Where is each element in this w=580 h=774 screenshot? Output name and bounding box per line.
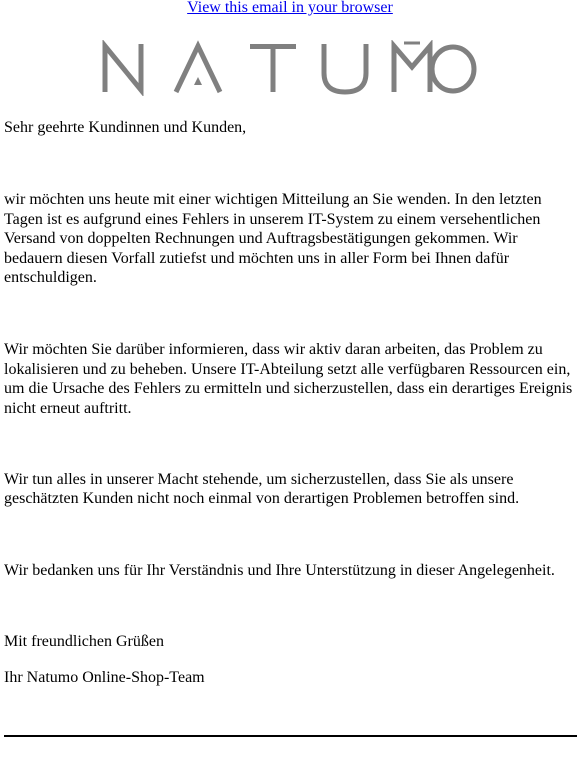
signature: Ihr Natumo Online-Shop-Team	[4, 668, 205, 686]
paragraph-apology: wir möchten uns heute mit einer wichtigen Mitteilung an Sie wenden. In den letzten Tagen ist es aufgrund eines Fehlers in unserem IT-System zu einem versehentlichen Versand von doppelten Rechnungen und Auftragsbestätigungen gekommen. Wir bedauern diesen Vorfall zutiefst und möchten uns in aller Form bei Ihnen dafür entschuldigen.	[4, 191, 542, 287]
footer-divider	[4, 735, 577, 737]
email-body	[4, 118, 576, 687]
greeting: Sehr geehrte Kundinnen und Kunden,	[4, 119, 247, 136]
logo-letter-o	[432, 47, 474, 91]
logo-letter-t	[250, 47, 296, 93]
paragraph-it-response: Wir möchten Sie darüber informieren, dass wir aktiv daran arbeiten, das Problem zu lokalisieren und zu beheben. Unsere IT-Abteilung setzt alle verfügbaren Ressourcen ein, um die Ursache des Fehlers zu ermitteln und sicherzustellen, dass ein derartiges Ereignis nicht erneut auftritt.	[4, 341, 573, 417]
logo-letter-n	[105, 44, 141, 92]
brand-logo	[0, 40, 580, 96]
paragraph-thanks: Wir bedanken uns für Ihr Verständnis und Ihre Unterstützung in dieser Angelegenheit.	[4, 561, 555, 579]
logo-letter-a	[176, 46, 220, 92]
view-in-browser-bar	[0, 0, 580, 17]
natumo-logo	[102, 40, 478, 96]
logo-letter-u	[324, 44, 366, 92]
view-in-browser-link[interactable]: View this email in your browser	[187, 0, 393, 16]
logo-letter-m	[394, 46, 430, 92]
logo-a-dot	[194, 77, 202, 85]
paragraph-assurance: Wir tun alles in unserer Macht stehende, um sicherzustellen, dass Sie als unsere geschätzten Kunden nicht noch einmal von derartigen Problemen betroffen sind.	[4, 471, 520, 508]
closing: Mit freundlichen Grüßen	[4, 633, 164, 651]
